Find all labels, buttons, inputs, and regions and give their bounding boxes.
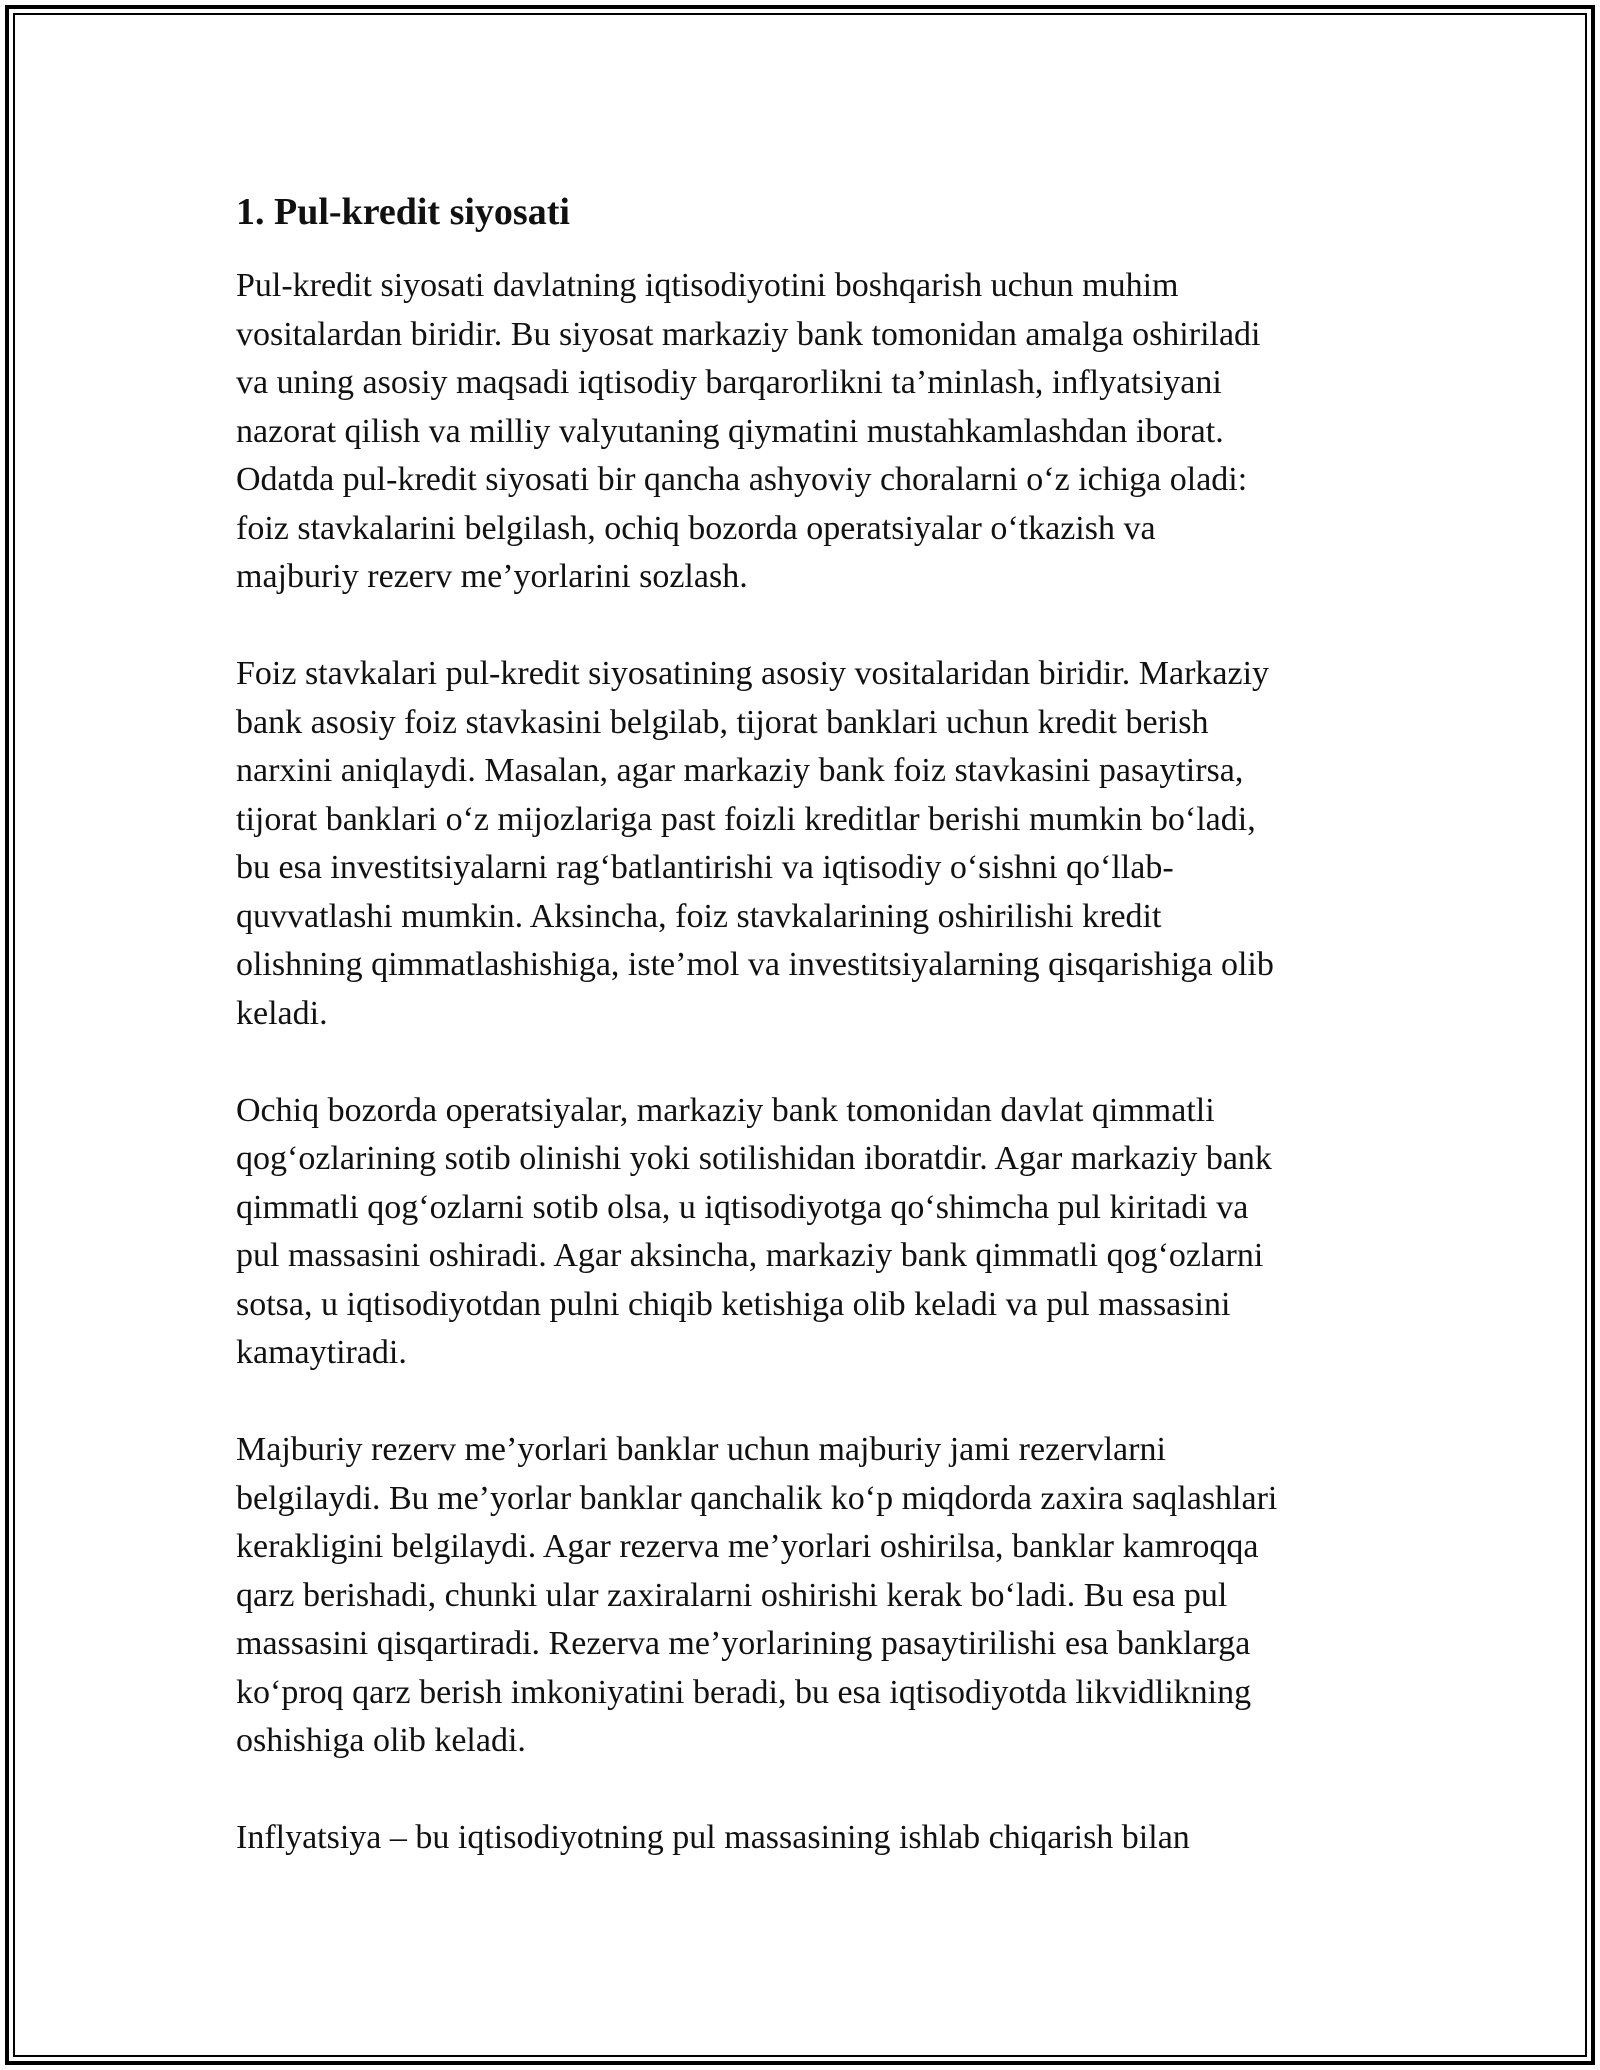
paragraph-interest-rates: Foiz stavkalari pul-kredit siyosatining asosiy vositalaridan biridir. Markaziy bank asosiy foiz stavkasini belgilab, tijorat banklari uchun kredit berish narxini aniqlaydi. Masalan, agar markaziy bank foiz stavkasini pasaytirsa, tijorat banklari o‘z mijozlariga past foizli kreditlar berishi mumkin bo‘ladi, bu esa investitsiyalarni rag‘batlantirishi va iqtisodiy o‘sishni qo‘llab- quvvatlashi mumkin. Aksincha, foiz stavkalarining oshirilishi kredit olishning qimmatlashishiga, iste’mol va investitsiyalarning qisqarishiga olib keladi. bbox=[236, 655, 1274, 1032]
section-title: 1. Pul-kredit siyosati bbox=[236, 191, 570, 233]
paragraph-monetary-policy-intro: Pul-kredit siyosati davlatning iqtisodiyotini boshqarish uchun muhim vositalardan biridir. Bu siyosat markaziy bank tomonidan amalga oshiriladi va uning asosiy maqsadi iqtisodiy barqarorlikni ta’minlash, inflyatsiyani nazorat qilish va milliy valyutaning qiymatini mustahkamlashdan iborat. Odatda pul-kredit siyosati bir qancha ashyoviy choralarni o‘z ichiga oladi: foiz stavkalarini belgilash, ochiq bozorda operatsiyalar o‘tkazish va majburiy rezerv me’yorlarini sozlash. bbox=[236, 267, 1261, 595]
paragraph-inflation: Inflyatsiya – bu iqtisodiyotning pul massasining ishlab chiqarish bilan bbox=[236, 1819, 1190, 1856]
paragraph-open-market-operations: Ochiq bozorda operatsiyalar, markaziy bank tomonidan davlat qimmatli qog‘ozlarining sotib olinishi yoki sotilishidan iboratdir. Agar markaziy bank qimmatli qog‘ozlarni sotib olsa, u iqtisodiyotga qo‘shimcha pul kiritadi va pul massasini oshiradi. Agar aksincha, markaziy bank qimmatli qog‘ozlarni sotsa, u iqtisodiyotdan pulni chiqib ketishiga olib keladi va pul massasini kamaytiradi. bbox=[236, 1091, 1272, 1371]
paragraph-reserve-requirements: Majburiy rezerv me’yorlari banklar uchun majburiy jami rezervlarni belgilaydi. Bu me’yorlar banklar qanchalik ko‘p miqdorda zaxira saqlashlari kerakligini belgilaydi. Agar rezerva me’yorlari oshirilsa, banklar kamroqqa qarz berishadi, chunki ular zaxiralarni oshirishi kerak bo‘ladi. Bu esa pul massasini qisqartiradi. Rezerva me’yorlarining pasaytirilishi esa banklarga ko‘proq qarz berish imkoniyatini beradi, bu esa iqtisodiyotda likvidlikning oshishiga olib keladi. bbox=[236, 1431, 1278, 1759]
document-body bbox=[236, 188, 1376, 1911]
